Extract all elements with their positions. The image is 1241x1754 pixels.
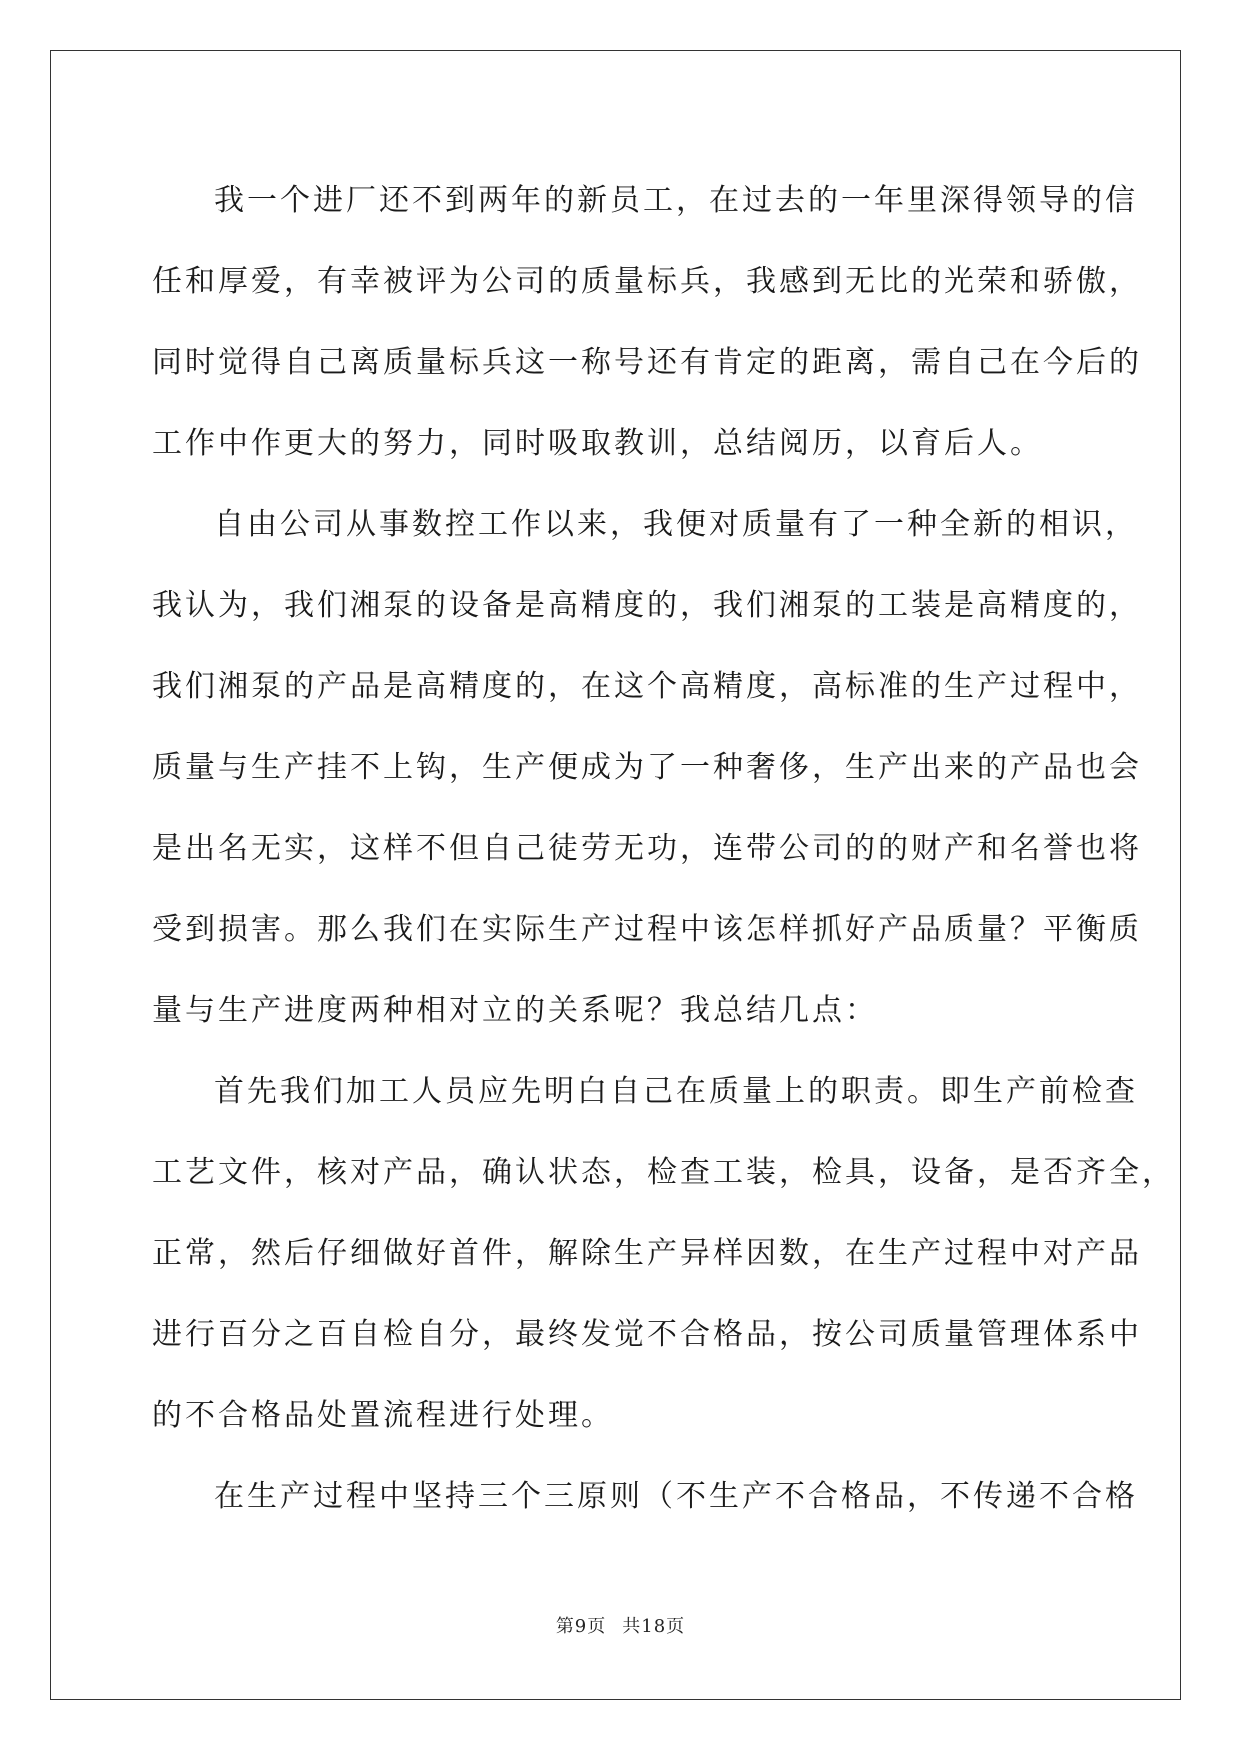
paragraph-line: 量与生产进度两种相对立的关系呢？我总结几点： <box>152 993 878 1028</box>
paragraph-line: 我一个进厂还不到两年的新员工，在过去的一年里深得领导的信 <box>214 183 1138 218</box>
page-footer <box>0 1612 1241 1638</box>
paragraph-line: 我们湘泵的产品是高精度的，在这个高精度，高标准的生产过程中， <box>152 669 1142 704</box>
page-number-total: 共18页 <box>622 1616 686 1637</box>
paragraph-line: 进行百分之百自检自分，最终发觉不合格品，按公司质量管理体系中 <box>152 1317 1142 1352</box>
paragraph-line: 首先我们加工人员应先明白自己在质量上的职责。即生产前检查 <box>214 1074 1138 1109</box>
paragraph-line: 工艺文件，核对产品，确认状态，检查工装，检具，设备，是否齐全， <box>152 1155 1175 1190</box>
paragraph-line: 自由公司从事数控工作以来，我便对质量有了一种全新的相识， <box>214 507 1138 542</box>
paragraph-line: 受到损害。那么我们在实际生产过程中该怎样抓好产品质量？平衡质 <box>152 912 1142 947</box>
paragraph-line: 的不合格品处置流程进行处理。 <box>152 1398 614 1433</box>
paragraph-line: 正常，然后仔细做好首件，解除生产异样因数，在生产过程中对产品 <box>152 1236 1142 1271</box>
paragraph-line: 在生产过程中坚持三个三原则（不生产不合格品，不传递不合格 <box>214 1479 1138 1514</box>
paragraph-line: 同时觉得自己离质量标兵这一称号还有肯定的距离，需自己在今后的 <box>152 345 1142 380</box>
paragraph-line: 我认为，我们湘泵的设备是高精度的，我们湘泵的工装是高精度的， <box>152 588 1142 623</box>
paragraph-line: 任和厚爱，有幸被评为公司的质量标兵，我感到无比的光荣和骄傲， <box>152 264 1142 299</box>
page-number-current: 第9页 <box>555 1616 607 1637</box>
paragraph-line: 质量与生产挂不上钩，生产便成为了一种奢侈，生产出来的产品也会 <box>152 750 1142 785</box>
document-body <box>152 160 1175 1537</box>
paragraph-line: 工作中作更大的努力，同时吸取教训，总结阅历，以育后人。 <box>152 426 1043 461</box>
paragraph-line: 是出名无实，这样不但自己徒劳无功，连带公司的的财产和名誉也将 <box>152 831 1142 866</box>
